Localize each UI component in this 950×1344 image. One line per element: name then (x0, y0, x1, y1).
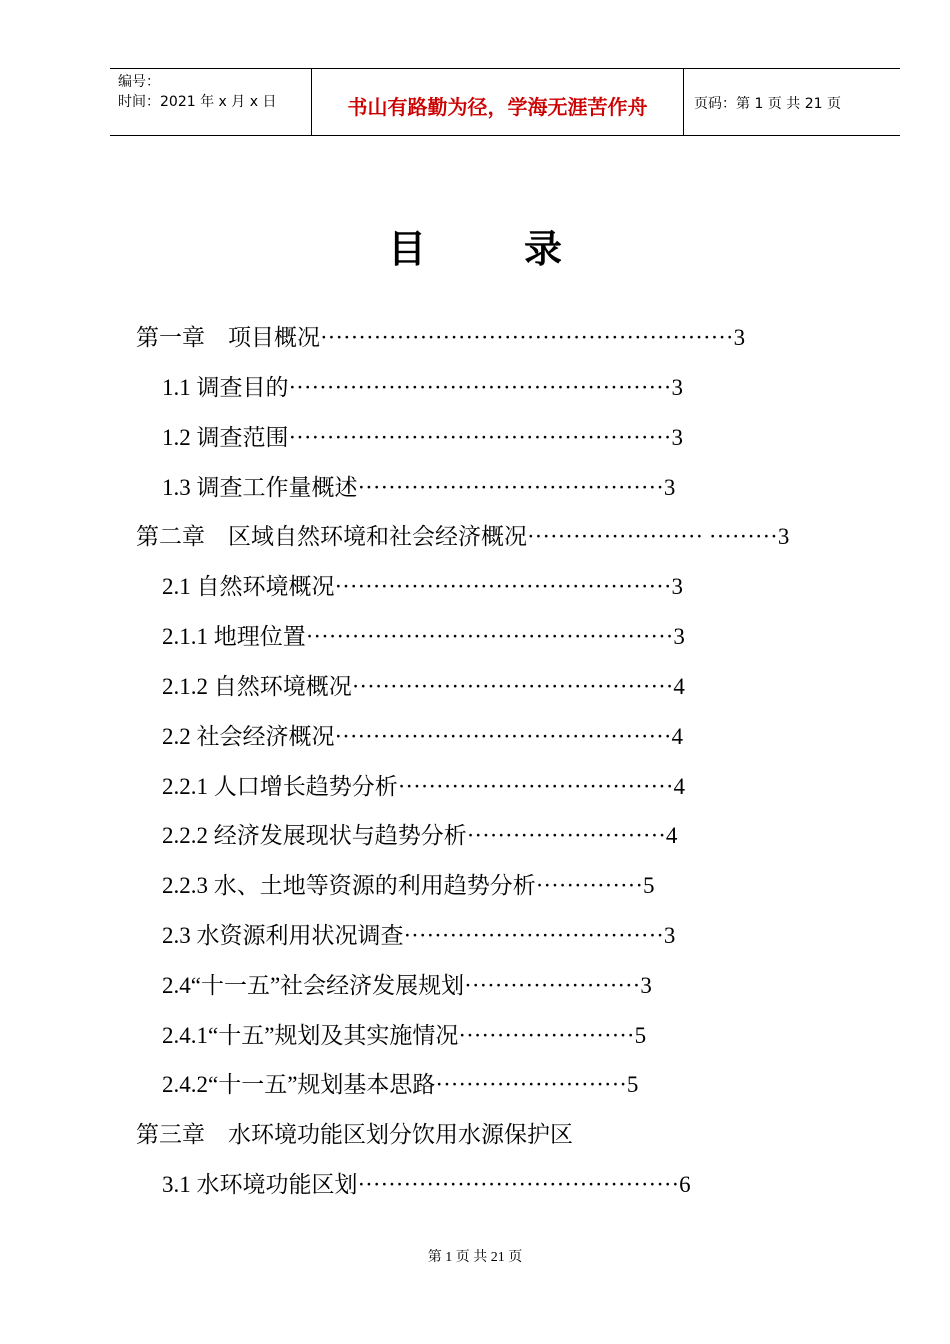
toc-entry[interactable]: 2.1 自然环境概况············································3 (162, 574, 684, 599)
toc-entry[interactable]: 第三章 水环境功能区划分饮用水源保护区 (136, 1122, 573, 1147)
toc-entry[interactable]: 2.2.3 水、土地等资源的利用趋势分析··············5 (162, 873, 655, 898)
header-time: 时间：2021 年 x 月 x 日 (118, 94, 277, 110)
toc-entry[interactable]: 2.2.2 经济发展现状与趋势分析··························4 (162, 823, 678, 848)
header-meta (110, 69, 312, 135)
page-header (110, 68, 900, 136)
header-motto: 书山有路勤为径，学海无涯苦作舟 (347, 95, 648, 119)
toc-entry[interactable]: 2.2 社会经济概况············································4 (162, 724, 684, 749)
toc-entry[interactable]: 第一章 项目概况······················································3 (136, 325, 746, 350)
toc-entry[interactable]: 3.1 水环境功能区划··········································6 (162, 1172, 691, 1197)
toc-entry[interactable]: 1.1 调查目的··················································3 (162, 375, 683, 400)
toc-entry[interactable]: 第二章 区域自然环境和社会经济概况······················· ·········3 (136, 524, 790, 549)
toc-entry[interactable]: 2.4“十一五”社会经济发展规划·······················3 (162, 973, 652, 998)
toc-entry[interactable]: 1.2 调查范围··················································3 (162, 425, 683, 450)
page-footer: 第 1 页 共 21 页 (427, 1250, 523, 1265)
toc-entry[interactable]: 2.4.1“十五”规划及其实施情况·······················5 (162, 1023, 647, 1048)
header-motto-cell (312, 69, 684, 135)
header-number: 编号： (118, 74, 160, 90)
toc-entry[interactable]: 2.2.1 人口增长趋势分析····································4 (162, 774, 685, 799)
toc-entry[interactable]: 2.1.2 自然环境概况··········································4 (162, 674, 685, 699)
header-page: 页码：第 1 页 共 21 页 (694, 96, 841, 112)
toc-entry[interactable]: 2.4.2“十一五”规划基本思路·························5 (162, 1072, 639, 1097)
toc-entry[interactable]: 2.1.1 地理位置················································3 (162, 624, 685, 649)
toc-entry[interactable]: 2.3 水资源利用状况调查··································3 (162, 923, 676, 948)
toc-entry[interactable]: 1.3 调查工作量概述········································3 (162, 475, 676, 500)
page-title: 目录 (387, 227, 660, 271)
